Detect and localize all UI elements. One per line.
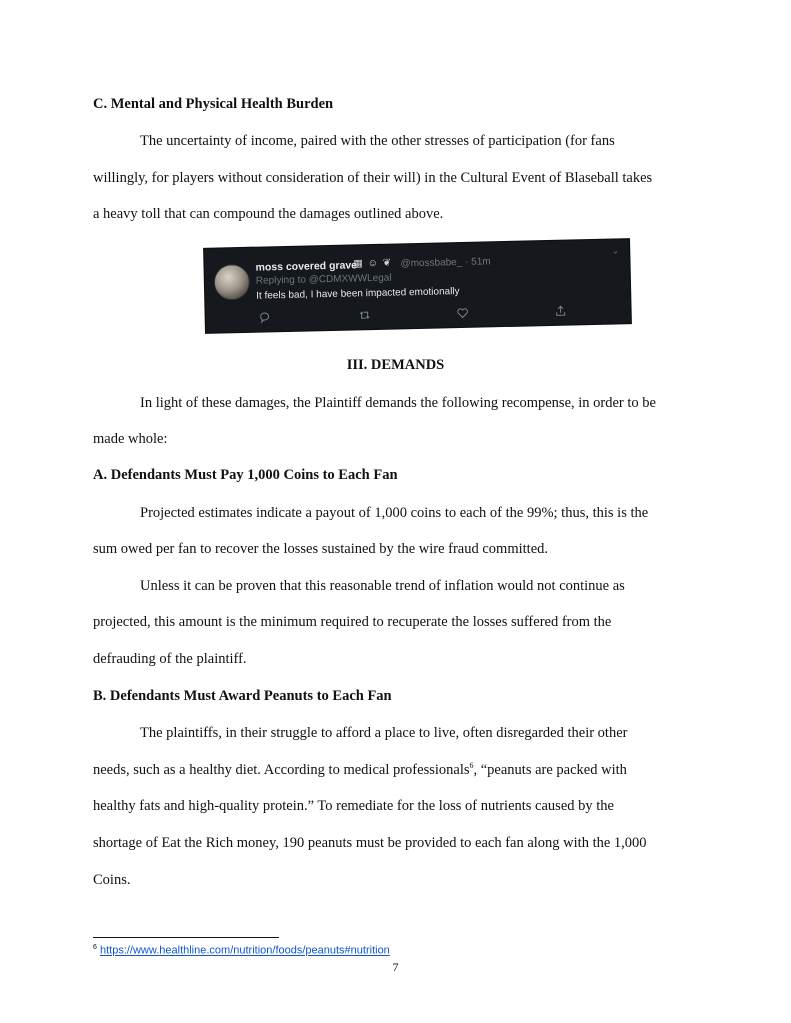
- section-b-line-2-text: needs, such as a healthy diet. According to medical professionals: [93, 762, 470, 778]
- section-b-line-3: healthy fats and high-quality protein.” To remediate for the loss of nutrients caused by the: [93, 798, 614, 814]
- tweet-text: It feels bad, I have been impacted emotionally: [256, 286, 460, 302]
- avatar: [213, 264, 250, 301]
- like-icon: [455, 307, 469, 321]
- section-b-line-1: The plaintiffs, in their struggle to afford a place to live, often disregarded their other: [140, 725, 628, 741]
- footnote-reference: 6: [469, 761, 474, 771]
- section-a-line-5: defrauding of the plaintiff.: [93, 651, 247, 667]
- chevron-down-icon: ⌄: [611, 245, 620, 256]
- section-c-heading: C. Mental and Physical Health Burden: [93, 96, 334, 112]
- section-b-heading: B. Defendants Must Award Peanuts to Each Fan: [93, 688, 392, 704]
- footnote: [93, 944, 390, 957]
- retweet-icon: [358, 309, 372, 323]
- section-iii-line-1: In light of these damages, the Plaintiff demands the following recompense, in order to be: [140, 395, 656, 411]
- tweet-author-name: moss covered grave: [255, 259, 358, 274]
- tweet-actions: [258, 304, 578, 325]
- tweet-replying-to: Replying to @CDMXWWLegal: [255, 272, 392, 287]
- section-b-line-4: shortage of Eat the Rich money, 190 peanuts must be provided to each fan along with the 1,000: [93, 835, 647, 851]
- share-icon: [553, 305, 567, 319]
- section-c-line-2: willingly, for players without consideration of their will) in the Cultural Event of Blaseball takes: [93, 170, 653, 186]
- section-b-line-2-quote: , “peanuts are packed with: [473, 762, 627, 778]
- reply-icon: [258, 311, 272, 325]
- tweet-author-emojis: ▦ ☺ ❦: [353, 257, 393, 270]
- section-a-line-2: sum owed per fan to recover the losses sustained by the wire fraud committed.: [93, 541, 549, 557]
- section-a-line-3: Unless it can be proven that this reasonable trend of inflation would not continue as: [140, 578, 625, 594]
- section-b-line-5: Coins.: [93, 872, 131, 888]
- section-b-line-2: [93, 762, 627, 779]
- tweet-screenshot: [204, 239, 631, 333]
- section-a-line-4: projected, this amount is the minimum required to recuperate the losses suffered from the: [93, 614, 612, 630]
- section-c-line-1: The uncertainty of income, paired with the other stresses of participation (for fans: [140, 133, 615, 149]
- section-iii-line-2: made whole:: [93, 431, 168, 447]
- footnote-mark: 6: [93, 944, 97, 951]
- section-a-line-1: Projected estimates indicate a payout of 1,000 coins to each of the 99%; thus, this is the: [140, 505, 649, 521]
- section-c-line-3: a heavy toll that can compound the damages outlined above.: [93, 206, 444, 222]
- footnote-link[interactable]: https://www.healthline.com/nutrition/foods/peanuts#nutrition: [99, 944, 390, 957]
- footnote-divider: [93, 937, 279, 938]
- section-a-heading: A. Defendants Must Pay 1,000 Coins to Each Fan: [93, 467, 398, 483]
- tweet-handle-time: @mossbabe_ · 51m: [400, 256, 491, 270]
- section-iii-heading: III. DEMANDS: [346, 357, 445, 373]
- page-number: 7: [392, 960, 399, 974]
